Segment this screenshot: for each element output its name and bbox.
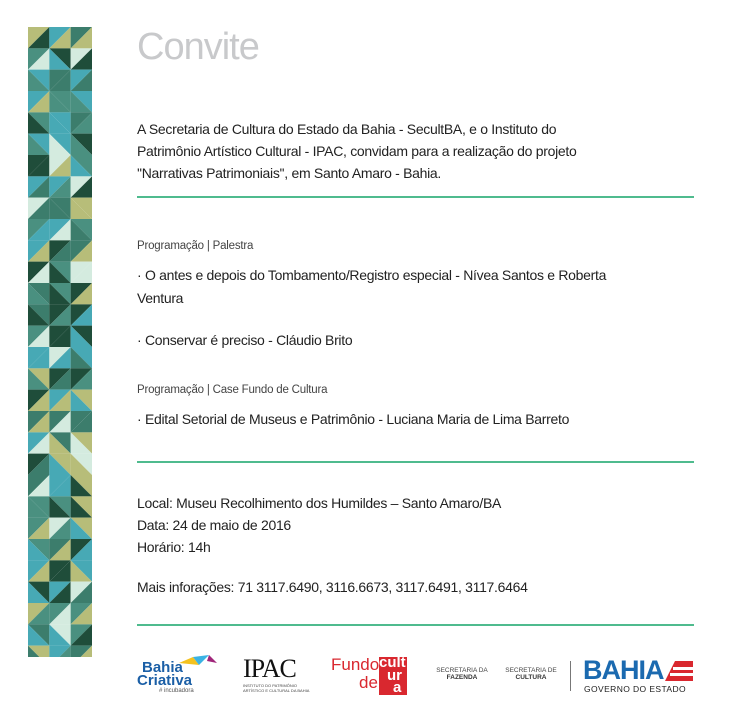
intro-line-2: Patrimônio Artístico Cultural - IPAC, convidam para a realização do projeto bbox=[137, 143, 577, 159]
ipac-logo: IPAC INSTITUTO DO PATRIMÔNIO ARTÍSTICO E CULTURAL DA BAHIA bbox=[243, 654, 310, 693]
page-title: Convite bbox=[137, 26, 259, 68]
event-time: Horário: 14h bbox=[137, 539, 211, 555]
section-heading-case: Programação | Case Fundo de Cultura bbox=[137, 384, 328, 396]
intro-line-1: A Secretaria de Cultura do Estado da Bahia - SecultBA, e o Instituto do bbox=[137, 121, 557, 137]
program-item-cont: Ventura bbox=[137, 290, 184, 306]
program-item: · Conservar é preciso - Cláudio Brito bbox=[137, 332, 353, 348]
logo-separator bbox=[570, 661, 571, 691]
program-item: · O antes e depois do Tombamento/Registro especial - Nívea Santos e Roberta bbox=[137, 267, 607, 283]
event-date: Data: 24 de maio de 2016 bbox=[137, 517, 291, 533]
bahia-governo-logo: BAHIA GOVERNO DO ESTADO bbox=[583, 655, 698, 695]
program-item: · Edital Setorial de Museus e Patrimônio - Luciana Maria de Lima Barreto bbox=[137, 411, 570, 427]
bahia-criativa-logo: Bahia Criativa # incubadora bbox=[137, 655, 217, 695]
intro-line-3: ''Narrativas Patrimoniais'', em Santo Amaro - Bahia. bbox=[137, 165, 441, 181]
divider bbox=[137, 196, 694, 198]
geometric-pattern-banner bbox=[28, 27, 92, 657]
fundo-de-cultura-logo: Fundo de cult ur a bbox=[331, 654, 406, 696]
contact-phones: Mais inforações: 71 3117.6490, 3116.6673, 3117.6491, 3117.6464 bbox=[137, 579, 528, 595]
divider bbox=[137, 624, 694, 626]
secretaria-fazenda-logo: SECRETARIA DA FAZENDA bbox=[436, 667, 488, 681]
secretaria-cultura-logo: SECRETARIA DE CULTURA bbox=[505, 667, 557, 681]
section-heading-palestra: Programação | Palestra bbox=[137, 240, 254, 252]
event-location: Local: Museu Recolhimento dos Humildes – Santo Amaro/BA bbox=[137, 495, 502, 511]
divider bbox=[137, 461, 694, 463]
